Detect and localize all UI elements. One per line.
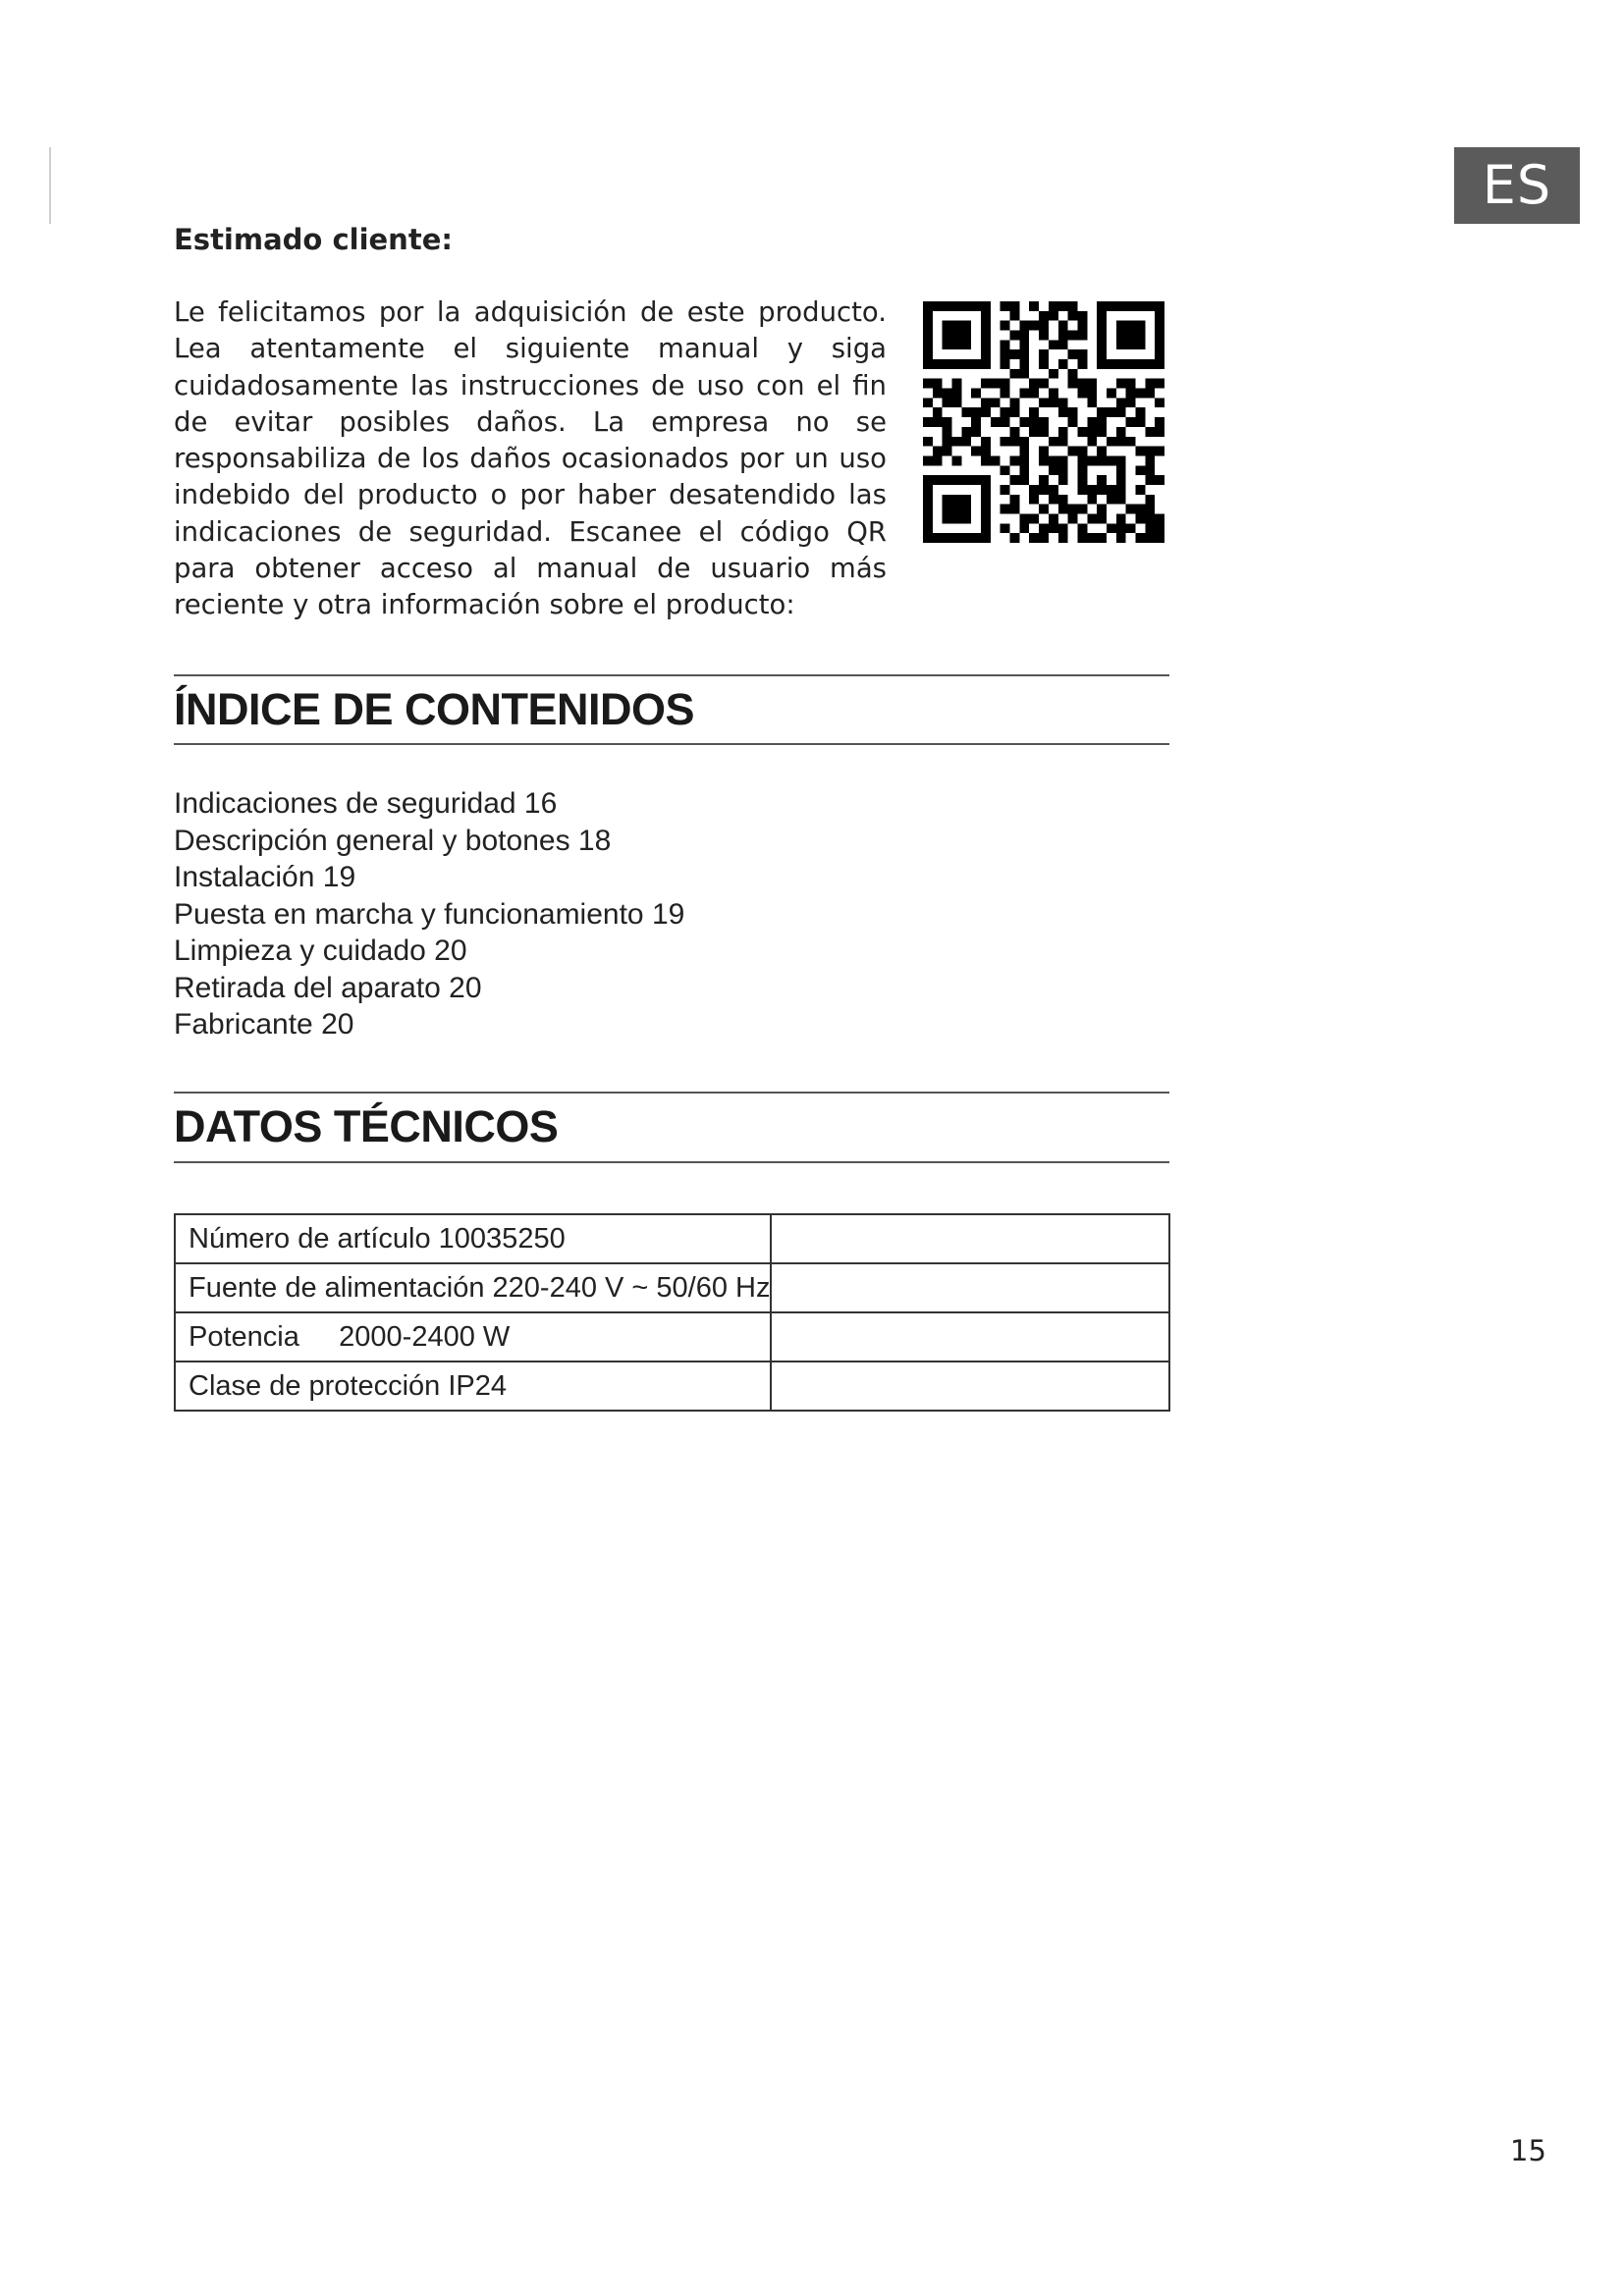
toc-item-overview: Descripción general y botones 18 (174, 824, 612, 857)
page-margin-rule (49, 147, 51, 224)
page-number: 15 (1510, 2134, 1546, 2167)
toc-item-cleaning: Limpieza y cuidado 20 (174, 934, 467, 967)
toc-rule-bottom (174, 743, 1169, 745)
spec-item-number: Número de artículo 10035250 (175, 1214, 771, 1263)
tech-title: DATOS TÉCNICOS (174, 1101, 559, 1151)
technical-data-table (174, 1213, 1170, 1412)
qr-code[interactable] (923, 301, 1164, 543)
table-of-contents (174, 785, 684, 1043)
language-badge: ES (1454, 147, 1580, 224)
toc-item-operation: Puesta en marcha y funcionamiento 19 (174, 897, 685, 931)
toc-item-installation: Instalación 19 (174, 861, 356, 893)
spec-protection-class: Clase de protección IP24 (175, 1362, 771, 1411)
spec-power-supply-value (771, 1263, 1169, 1312)
toc-title: ÍNDICE DE CONTENIDOS (174, 684, 695, 734)
table-row (175, 1312, 1169, 1362)
intro-paragraph: Le felicitamos por la adquisición de este producto. Lea atentamente el siguiente manual y siga cuidadosamente las instrucciones de uso con el fin de evitar posibles daños. La empresa no se responsabiliza de los daños ocasionados por un uso indebido del producto o por haber desatendido las indicaciones de seguridad. Escanee el código QR para obtener acceso al manual de usuario más reciente y otra información sobre el producto: (174, 296, 887, 621)
toc-item-safety: Indicaciones de seguridad 16 (174, 787, 558, 820)
toc-item-manufacturer: Fabricante 20 (174, 1008, 354, 1041)
spec-protection-class-value (771, 1362, 1169, 1411)
spec-power-value (771, 1312, 1169, 1362)
table-row (175, 1362, 1169, 1411)
table-row (175, 1214, 1169, 1263)
tech-rule-bottom (174, 1161, 1169, 1163)
toc-rule-top (174, 674, 1169, 676)
greeting: Estimado cliente: (174, 223, 453, 256)
toc-item-disposal: Retirada del aparato 20 (174, 971, 482, 1004)
tech-rule-top (174, 1092, 1169, 1094)
spec-power-supply: Fuente de alimentación 220-240 V ~ 50/60 Hz (175, 1263, 771, 1312)
spec-item-number-value (771, 1214, 1169, 1263)
spec-power: Potencia 2000-2400 W (175, 1312, 771, 1362)
table-row (175, 1263, 1169, 1312)
